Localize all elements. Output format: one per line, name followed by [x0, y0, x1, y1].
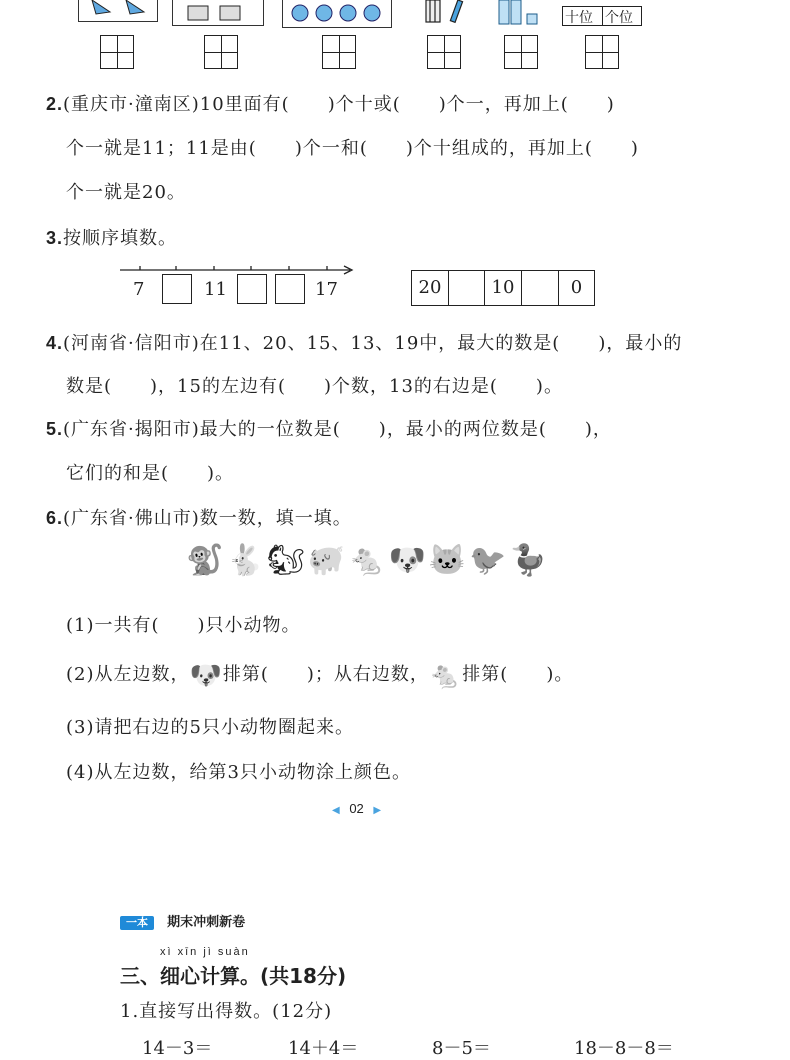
mouse-icon: 🐁	[428, 661, 463, 691]
numberline-answer-box[interactable]	[275, 274, 305, 304]
question-4	[46, 329, 682, 355]
question-text: (广东省·揭阳市)最大的一位数是( )，最小的两位数是( )，	[63, 419, 612, 440]
section-question-1: 1.直接写出得数。(12分)	[120, 1001, 333, 1022]
sequence-answer-cell[interactable]	[448, 270, 485, 306]
question-6-sub-4: (4)从左边数，给第3只小动物涂上颜色。	[66, 762, 411, 783]
pinyin: xì xīn jì suàn	[160, 946, 250, 958]
question-2-line-3: 个一就是20。	[66, 182, 186, 203]
squirrel-icon: 🐿	[266, 543, 305, 578]
block-picture	[497, 0, 545, 26]
question-6-sub-3: (3)请把右边的5只小动物圈起来。	[66, 717, 354, 738]
sticks-picture	[420, 0, 470, 26]
page-number-text: 02	[349, 801, 364, 816]
question-2	[46, 90, 615, 116]
monkey-icon: 🐒	[186, 543, 224, 578]
page-number	[332, 801, 381, 816]
question-6	[46, 504, 352, 530]
question-2-line-2: 个一就是11；11是由( )个一和( )个十组成的，再加上( )	[66, 138, 639, 159]
pencil-sharpener-picture	[172, 0, 264, 26]
question-number: 6.	[46, 508, 64, 528]
question-text: (广东省·佛山市)数一数，填一填。	[63, 508, 352, 529]
calc-item: 14－3＝	[142, 1038, 213, 1059]
brand-badge: 一本	[120, 916, 154, 930]
answer-grid[interactable]	[504, 35, 538, 69]
left-arrow-icon: ◀	[332, 805, 340, 816]
duck-icon: 🦆	[509, 543, 547, 578]
rabbit-icon: 🐇	[226, 543, 264, 578]
answer-grid[interactable]	[322, 35, 356, 69]
question-number: 5.	[46, 419, 64, 439]
section-title: 三、细心计算。(共18分)	[120, 964, 347, 988]
question-number: 2.	[46, 94, 64, 114]
question-text: 按顺序填数。	[63, 228, 178, 249]
answer-grid[interactable]	[585, 35, 619, 69]
cat-icon: 🐱	[428, 543, 467, 578]
dog-icon: 🐶	[388, 543, 426, 578]
question-5	[46, 415, 612, 441]
sequence-cell: 20	[411, 270, 449, 306]
sequence-cell: 0	[558, 270, 595, 306]
sequence-grid	[411, 270, 595, 306]
place-value-table	[562, 6, 642, 26]
question-6-sub-1: (1)一共有( )只小动物。	[66, 615, 301, 636]
numberline-label: 17	[315, 279, 338, 300]
question-number: 4.	[46, 333, 64, 353]
shoe-picture	[78, 0, 158, 22]
numberline-label: 7	[133, 279, 145, 300]
question-text: (重庆市·潼南区)10里面有( )个十或( )个一，再加上( )	[63, 94, 615, 115]
flower-picture	[282, 0, 392, 28]
numberline-answer-box[interactable]	[162, 274, 192, 304]
numberline-label: 11	[204, 279, 227, 300]
dog-icon: 🐶	[189, 661, 223, 691]
sequence-answer-cell[interactable]	[521, 270, 559, 306]
question-5-line-2: 它们的和是( )。	[66, 463, 235, 484]
calc-item: 18－8－8＝	[574, 1038, 674, 1059]
animal-row	[186, 543, 550, 578]
answer-grid[interactable]	[427, 35, 461, 69]
pig-icon: 🐖	[307, 543, 346, 578]
calc-item: 8－5＝	[432, 1038, 491, 1059]
sequence-cell: 10	[484, 270, 522, 306]
question-4-line-2: 数是( )，15的左边有( )个数，13的右边是( )。	[66, 376, 563, 397]
tens-label: 十位	[565, 10, 593, 26]
sub2-text-b: 排第( )；从右边数，	[222, 664, 429, 685]
answer-grid[interactable]	[204, 35, 238, 69]
question-3	[46, 224, 177, 250]
next-page-header	[120, 911, 245, 930]
sub2-text-a: (2)从左边数，	[66, 664, 190, 685]
bird-icon: 🐦	[469, 543, 507, 578]
question-number: 3.	[46, 228, 64, 248]
ones-label: 个位	[605, 10, 633, 26]
answer-grid[interactable]	[100, 35, 134, 69]
paper-title: 期末冲刺新卷	[167, 914, 246, 929]
right-arrow-icon: ▶	[373, 805, 382, 816]
numberline-answer-box[interactable]	[237, 274, 267, 304]
calc-item: 14＋4＝	[288, 1038, 359, 1059]
sub2-text-c: 排第( )。	[462, 664, 574, 685]
question-text: (河南省·信阳市)在11、20、15、13、19中，最大的数是( )，最小的	[63, 333, 683, 354]
question-6-sub-2	[66, 660, 573, 691]
mouse-icon: 🐁	[348, 543, 386, 578]
